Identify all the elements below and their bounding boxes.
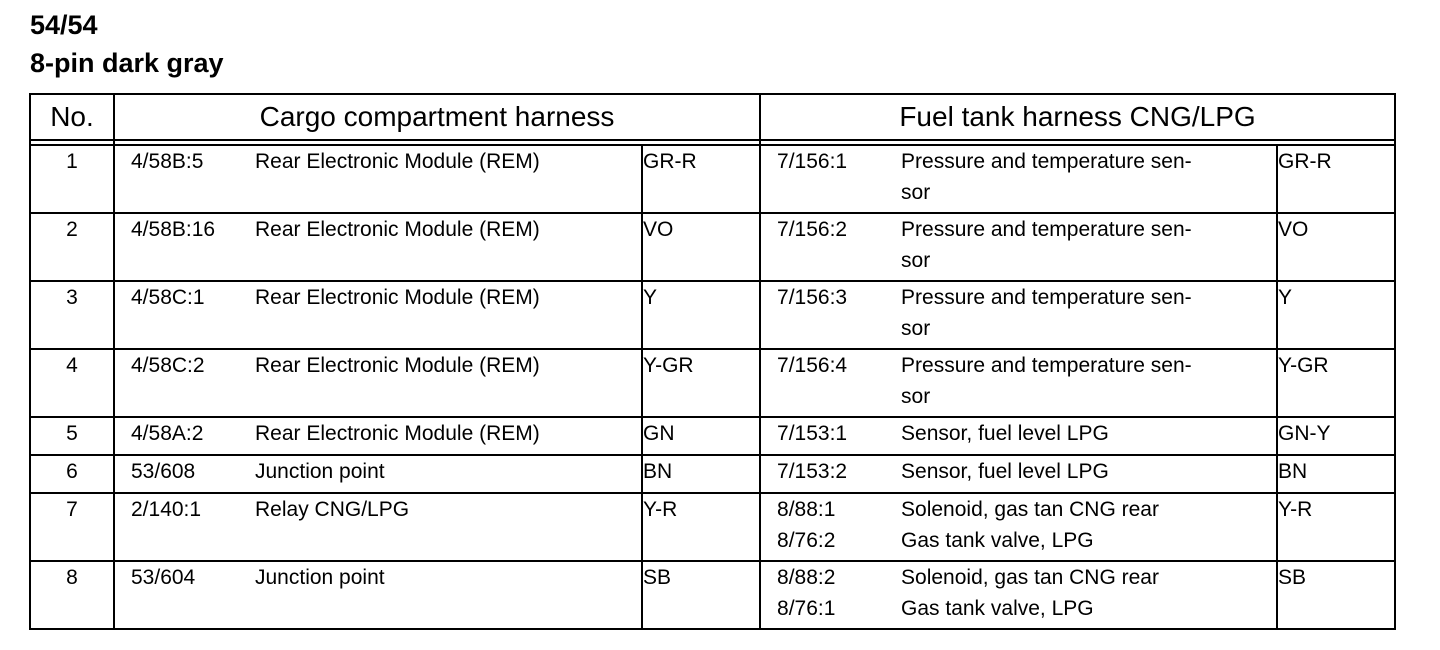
cargo-component-desc: Relay CNG/LPG [255,498,410,521]
fuel-component-desc: Pressure and temperature sen- [901,218,1192,241]
cargo-connector-code: 4/58B:5 [131,150,204,173]
column-header-no: No. [30,94,114,140]
cargo-connector-code: 4/58B:16 [131,218,216,241]
pin-table [29,93,1396,630]
fuel-connector-code: 7/153:2 [777,460,848,483]
fuel-connector-code: 7/156:3 [777,286,848,309]
fuel-component-desc: Sensor, fuel level LPG [901,422,1109,445]
pin-number: 6 [30,455,114,493]
cargo-connector-code: 53/608 [131,460,196,483]
cargo-component-desc: Rear Electronic Module (REM) [255,150,540,173]
cargo-wire-color: GN [642,417,760,455]
pin-number: 8 [30,561,114,629]
fuel-cell [760,145,1277,213]
fuel-wire-color: Y-GR [1277,349,1395,417]
table-row [30,145,1395,213]
pin-number: 7 [30,493,114,561]
fuel-wire-color: SB [1277,561,1395,629]
connector-title: 8-pin dark gray [30,48,224,78]
fuel-component-desc: sor [901,385,931,408]
fuel-component-desc: Gas tank valve, LPG [901,529,1094,552]
table-row [30,561,1395,629]
fuel-wire-color: GN-Y [1277,417,1395,455]
pin-number: 2 [30,213,114,281]
fuel-component-desc: Pressure and temperature sen- [901,286,1192,309]
cargo-connector-code: 4/58A:2 [131,422,204,445]
pin-number: 1 [30,145,114,213]
cargo-component-desc: Rear Electronic Module (REM) [255,286,540,309]
pin-number: 3 [30,281,114,349]
cargo-component-desc: Rear Electronic Module (REM) [255,354,540,377]
pin-number: 4 [30,349,114,417]
cargo-wire-color: VO [642,213,760,281]
fuel-connector-code: 8/76:1 [777,597,836,620]
cargo-cell [114,493,642,561]
cargo-cell [114,213,642,281]
fuel-component-desc: Solenoid, gas tan CNG rear [901,498,1159,521]
fuel-component-desc: Solenoid, gas tan CNG rear [901,566,1159,589]
fuel-cell [760,417,1277,455]
fuel-component-desc: Pressure and temperature sen- [901,354,1192,377]
fuel-component-desc: sor [901,181,931,204]
cargo-wire-color: GR-R [642,145,760,213]
cargo-wire-color: Y-R [642,493,760,561]
cargo-component-desc: Junction point [255,460,385,483]
fuel-connector-code: 7/156:4 [777,354,848,377]
fuel-component-desc: Sensor, fuel level LPG [901,460,1109,483]
table-row [30,281,1395,349]
fuel-connector-code: 7/156:2 [777,218,848,241]
table-row [30,417,1395,455]
fuel-cell [760,455,1277,493]
fuel-connector-code: 8/88:2 [777,566,836,589]
fuel-cell [760,561,1277,629]
table-row [30,213,1395,281]
cargo-cell [114,561,642,629]
fuel-connector-code: 7/153:1 [777,422,848,445]
fuel-connector-code: 7/156:1 [777,150,848,173]
table-header-row [30,94,1395,140]
cargo-wire-color: Y [642,281,760,349]
fuel-cell [760,281,1277,349]
column-header-fuel: Fuel tank harness CNG/LPG [760,94,1395,140]
cargo-cell [114,145,642,213]
table-row [30,493,1395,561]
cargo-connector-code: 53/604 [131,566,196,589]
page-number: 54/54 [30,10,98,40]
cargo-wire-color: Y-GR [642,349,760,417]
cargo-connector-code: 2/140:1 [131,498,202,521]
cargo-cell [114,417,642,455]
fuel-wire-color: Y [1277,281,1395,349]
table-row [30,455,1395,493]
table-row [30,349,1395,417]
document-header [30,6,224,82]
cargo-component-desc: Rear Electronic Module (REM) [255,422,540,445]
cargo-wire-color: SB [642,561,760,629]
fuel-component-desc: sor [901,317,931,340]
column-header-cargo: Cargo compartment harness [114,94,760,140]
fuel-component-desc: sor [901,249,931,272]
cargo-cell [114,349,642,417]
fuel-wire-color: BN [1277,455,1395,493]
cargo-wire-color: BN [642,455,760,493]
cargo-connector-code: 4/58C:2 [131,354,205,377]
fuel-cell [760,493,1277,561]
cargo-component-desc: Rear Electronic Module (REM) [255,218,540,241]
fuel-connector-code: 8/88:1 [777,498,836,521]
fuel-wire-color: VO [1277,213,1395,281]
cargo-component-desc: Junction point [255,566,385,589]
fuel-cell [760,349,1277,417]
fuel-cell [760,213,1277,281]
cargo-cell [114,455,642,493]
fuel-wire-color: GR-R [1277,145,1395,213]
pin-number: 5 [30,417,114,455]
cargo-cell [114,281,642,349]
cargo-connector-code: 4/58C:1 [131,286,205,309]
fuel-component-desc: Pressure and temperature sen- [901,150,1192,173]
fuel-wire-color: Y-R [1277,493,1395,561]
fuel-component-desc: Gas tank valve, LPG [901,597,1094,620]
fuel-connector-code: 8/76:2 [777,529,836,552]
